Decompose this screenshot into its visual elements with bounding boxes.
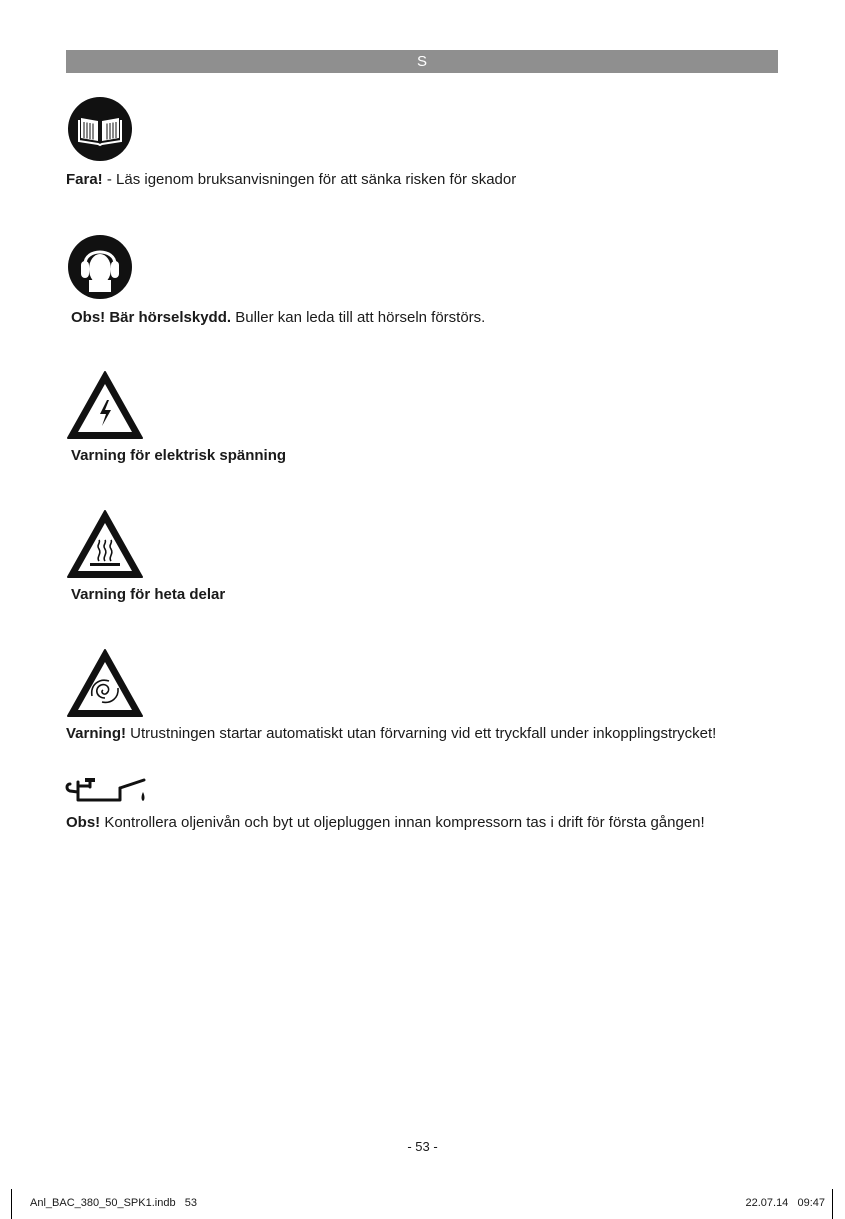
footer-file-name: Anl_BAC_380_50_SPK1.indb 53 [30,1197,197,1209]
page-number: - 53 - [407,1139,438,1154]
crop-mark-right [832,1189,833,1219]
automatic-start-warning-icon [66,648,144,718]
oil-can-icon [64,774,150,806]
caption-strong: Varning för elektrisk spänning [71,447,287,464]
electric-voltage-warning-icon [66,370,144,440]
section-header-bar [66,50,778,73]
caption-automatic-start [66,725,716,742]
section-letter: S [416,53,427,70]
caption-text: Buller kan leda till att hörseln förstörs. [231,309,486,326]
caption-text: - Läs igenom bruksanvisningen för att sänka risken för skador [102,171,517,188]
caption-hearing-protection [71,309,485,326]
caption-strong: Obs! Bär hörselskydd. [71,309,232,326]
read-manual-icon [67,96,133,162]
caption-read-manual [66,171,516,188]
caption-hot-surfaces [71,586,225,603]
caption-oil-check [66,814,705,831]
caption-text: Utrustningen startar automatiskt utan förvarning vid ett tryckfall under inkopplingstrycket! [126,725,717,742]
caption-electric-voltage [71,447,286,464]
crop-mark-left [11,1189,12,1219]
caption-strong: Fara! [66,171,103,188]
caption-strong: Varning för heta delar [71,586,226,603]
caption-strong: Obs! [66,814,101,831]
caption-strong: Varning! [66,725,127,742]
footer-timestamp: 22.07.14 09:47 [745,1197,825,1209]
caption-text: Kontrollera oljenivån och byt ut oljepluggen innan kompressorn tas i drift för första gången! [100,814,705,831]
hot-surface-warning-icon [66,509,144,579]
hearing-protection-icon [67,234,133,300]
